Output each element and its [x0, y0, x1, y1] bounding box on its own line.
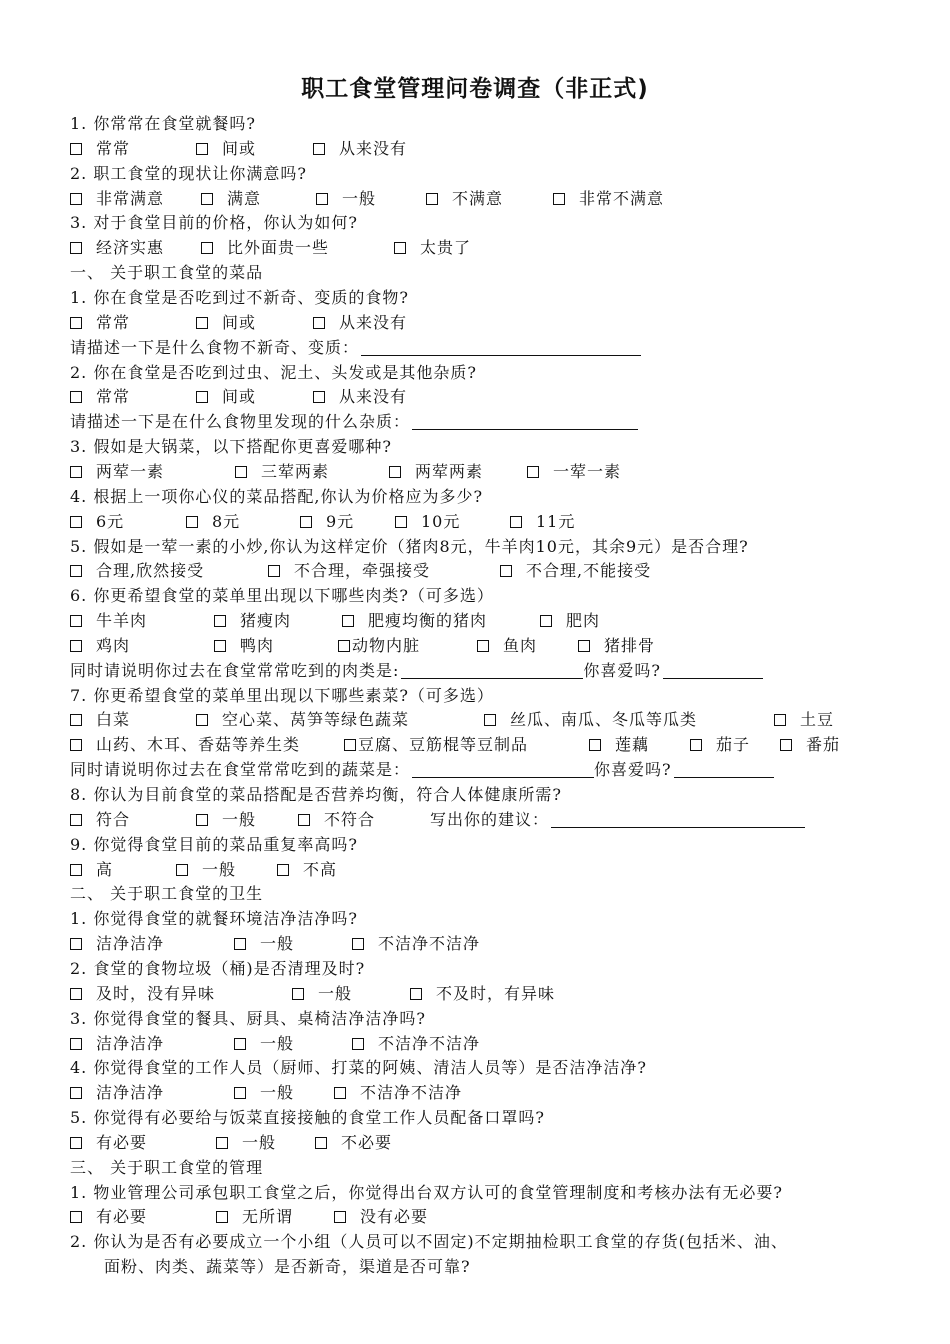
option-item[interactable]	[578, 634, 655, 658]
checkbox[interactable]	[70, 516, 82, 528]
option-label: 及时，没有异味	[96, 983, 216, 1003]
checkbox[interactable]	[313, 317, 325, 329]
option-label: 高	[96, 859, 114, 879]
option-item[interactable]	[292, 982, 352, 1006]
checkbox[interactable]	[176, 864, 188, 876]
option-item[interactable]	[70, 932, 164, 956]
checkbox[interactable]	[214, 615, 226, 627]
option-item[interactable]	[70, 1032, 164, 1056]
answer-blank[interactable]	[412, 760, 594, 778]
question-line	[70, 1007, 890, 1031]
option-item[interactable]	[313, 137, 407, 161]
option-item[interactable]	[510, 510, 575, 534]
option-item[interactable]	[298, 808, 375, 832]
option-label: 洁净洁净	[96, 1083, 165, 1103]
question-line	[70, 435, 890, 459]
question-line	[70, 1106, 890, 1130]
question-line	[70, 833, 890, 857]
option-label: 间或	[222, 138, 257, 158]
option-item[interactable]	[70, 1205, 147, 1229]
option-item[interactable]	[70, 733, 300, 757]
option-label: 猪排骨	[604, 635, 656, 655]
question-text: 1. 你在食堂是否吃到过不新奇、变质的食物?	[70, 288, 409, 307]
checkbox[interactable]	[70, 640, 82, 652]
followup-label-2: 你喜爱吗?	[594, 760, 672, 780]
question-text: 4. 根据上一项你心仪的菜品搭配,你认为价格应为多少?	[70, 486, 484, 506]
option-label: 太贵了	[420, 238, 472, 258]
checkbox[interactable]	[774, 714, 786, 726]
option-label: 间或	[222, 387, 257, 407]
followup-label: 请描述一下是什么食物不新奇、变质：	[70, 337, 360, 357]
question-text: 4. 你觉得食堂的工作人员（厨师、打菜的阿姨、清洁人员等）是否洁净洁净?	[70, 1058, 647, 1078]
followup-label-2: 你喜爱吗?	[583, 660, 661, 680]
option-item[interactable]	[201, 236, 329, 260]
checkbox[interactable]	[315, 1137, 327, 1149]
checkbox[interactable]	[484, 714, 496, 726]
option-label: 不高	[303, 859, 338, 879]
section-heading	[70, 882, 890, 906]
option-item[interactable]	[70, 808, 130, 832]
checkbox[interactable]	[70, 615, 82, 627]
option-item[interactable]	[780, 733, 840, 757]
question-line	[104, 1255, 890, 1279]
checkbox[interactable]	[316, 193, 328, 205]
option-item[interactable]	[334, 1081, 462, 1105]
option-item[interactable]	[334, 1205, 428, 1229]
option-item[interactable]	[70, 858, 113, 882]
checkbox[interactable]	[196, 714, 208, 726]
suggestion-prompt	[430, 808, 805, 832]
option-label: 两荤两素	[415, 461, 484, 481]
option-label: 三荤两素	[261, 461, 330, 481]
option-label: 白菜	[96, 710, 131, 730]
option-item[interactable]	[690, 733, 750, 757]
checkbox[interactable]	[70, 565, 82, 577]
checkbox[interactable]	[477, 640, 489, 652]
option-label: 11元	[536, 511, 576, 531]
option-label: 肥肉	[566, 611, 601, 630]
question-line	[70, 1230, 890, 1254]
option-item[interactable]	[70, 137, 130, 161]
followup-line	[70, 410, 890, 434]
option-item[interactable]	[300, 510, 354, 534]
option-row	[70, 1205, 890, 1229]
checkbox[interactable]	[196, 143, 208, 155]
checkbox[interactable]	[196, 391, 208, 403]
option-label: 一般	[318, 983, 353, 1003]
question-text: 2. 食堂的食物垃圾（桶)是否清理及时?	[70, 958, 366, 978]
option-label: 山药、木耳、香菇等养生类	[96, 735, 301, 755]
section-heading-text: 三、 关于职工食堂的管理	[70, 1157, 264, 1177]
question-text: 1. 你常常在食堂就餐吗?	[70, 114, 256, 133]
option-label: 鱼肉	[503, 635, 538, 655]
checkbox[interactable]	[70, 391, 82, 403]
question-line	[70, 584, 890, 608]
option-item[interactable]	[234, 1081, 294, 1105]
checkbox[interactable]	[690, 739, 702, 751]
option-label: 非常满意	[96, 188, 165, 208]
option-label: 不满意	[452, 188, 504, 208]
checkbox[interactable]	[292, 988, 304, 1000]
option-row	[70, 137, 890, 161]
checkbox[interactable]	[553, 193, 565, 205]
checkbox[interactable]	[300, 516, 312, 528]
page-title: 职工食堂管理问卷调查（非正式)	[301, 76, 649, 102]
option-item[interactable]	[70, 708, 130, 732]
checkbox[interactable]	[201, 242, 213, 254]
checkbox[interactable]	[277, 864, 289, 876]
option-item[interactable]	[338, 634, 420, 658]
question-line	[70, 485, 890, 509]
option-item[interactable]	[70, 311, 130, 335]
option-item[interactable]	[477, 634, 537, 658]
checkbox[interactable]	[780, 739, 792, 751]
question-text: 1. 你觉得食堂的就餐环境洁净洁净吗?	[70, 909, 358, 929]
option-label: 不合理,不能接受	[526, 561, 652, 581]
followup-label: 请描述一下是在什么食物里发现的什么杂质：	[70, 412, 411, 432]
section-heading-text: 一、 关于职工食堂的菜品	[70, 263, 264, 283]
option-row	[70, 932, 890, 956]
question-text: 6. 你更希望食堂的菜单里出现以下哪些肉类?（可多选）	[70, 586, 494, 606]
checkbox[interactable]	[334, 1087, 346, 1099]
option-item[interactable]	[426, 187, 503, 211]
checkbox[interactable]	[216, 1211, 228, 1223]
option-label: 间或	[222, 312, 257, 332]
question-line	[70, 907, 890, 931]
option-label: 空心菜、莴笋等绿色蔬菜	[222, 710, 410, 730]
option-item[interactable]	[70, 1131, 147, 1155]
checkbox[interactable]	[338, 640, 350, 652]
option-item[interactable]	[342, 609, 487, 633]
option-item[interactable]	[316, 187, 376, 211]
checkbox[interactable]	[70, 317, 82, 329]
checkbox[interactable]	[70, 1087, 82, 1099]
option-label: 从来没有	[339, 138, 408, 158]
option-row	[70, 559, 890, 583]
checkbox[interactable]	[394, 242, 406, 254]
checkbox[interactable]	[298, 814, 310, 826]
option-label: 常常	[96, 387, 131, 407]
answer-blank[interactable]	[412, 412, 638, 430]
checkbox[interactable]	[70, 988, 82, 1000]
option-item[interactable]	[201, 187, 261, 211]
checkbox[interactable]	[426, 193, 438, 205]
answer-blank[interactable]	[674, 760, 774, 778]
option-row	[70, 460, 890, 484]
checkbox[interactable]	[268, 565, 280, 577]
checkbox[interactable]	[234, 938, 246, 950]
option-label: 洁净洁净	[96, 934, 165, 954]
option-label: 肥瘦均衡的猪肉	[368, 611, 488, 630]
option-item[interactable]	[214, 634, 274, 658]
checkbox[interactable]	[70, 864, 82, 876]
option-item[interactable]	[186, 510, 240, 534]
option-row	[70, 982, 890, 1006]
option-item[interactable]	[527, 460, 621, 484]
checkbox[interactable]	[527, 466, 539, 478]
option-item[interactable]	[70, 634, 130, 658]
followup-line	[70, 659, 890, 683]
question-line	[70, 957, 890, 981]
option-label: 经济实惠	[96, 238, 165, 258]
question-text: 3. 假如是大锅菜，以下搭配你更喜爱哪种?	[70, 437, 392, 457]
section-heading	[70, 1156, 890, 1180]
option-label: 不符合	[324, 809, 376, 829]
checkbox[interactable]	[313, 143, 325, 155]
option-label: 合理,欣然接受	[96, 561, 205, 581]
option-item[interactable]	[395, 510, 460, 534]
option-label: 无所谓	[242, 1207, 294, 1227]
option-item[interactable]	[70, 559, 204, 583]
option-label: 动物内脏	[352, 635, 421, 655]
option-item[interactable]	[196, 385, 256, 409]
checkbox[interactable]	[196, 317, 208, 329]
checkbox[interactable]	[196, 814, 208, 826]
option-label: 茄子	[716, 735, 751, 755]
checkbox[interactable]	[70, 1038, 82, 1050]
option-row	[70, 1081, 890, 1105]
option-item[interactable]	[389, 460, 483, 484]
option-item[interactable]	[214, 609, 291, 633]
question-text: 7. 你更希望食堂的菜单里出现以下哪些素菜?（可多选）	[70, 685, 494, 705]
option-item[interactable]	[70, 1081, 164, 1105]
question-line	[70, 684, 890, 708]
question-line	[70, 361, 890, 385]
option-label: 猪瘦肉	[240, 611, 292, 630]
option-item[interactable]	[216, 1205, 293, 1229]
option-label: 没有必要	[360, 1207, 429, 1227]
checkbox[interactable]	[235, 466, 247, 478]
option-label: 9元	[326, 511, 355, 531]
question-text: 2. 职工食堂的现状让你满意吗?	[70, 163, 307, 183]
checkbox[interactable]	[410, 988, 422, 1000]
option-item[interactable]	[234, 932, 294, 956]
checkbox[interactable]	[313, 391, 325, 403]
option-item[interactable]	[70, 385, 130, 409]
followup-line	[70, 336, 890, 360]
option-label: 不必要	[341, 1132, 393, 1152]
option-label: 有必要	[96, 1207, 148, 1227]
option-label: 鸭肉	[240, 635, 275, 655]
option-row	[70, 609, 890, 633]
checkbox[interactable]	[334, 1211, 346, 1223]
option-label: 一般	[242, 1132, 277, 1152]
option-label: 一般	[342, 188, 377, 208]
option-label: 一荤一素	[553, 461, 622, 481]
checkbox[interactable]	[70, 242, 82, 254]
checkbox[interactable]	[70, 714, 82, 726]
checkbox[interactable]	[234, 1038, 246, 1050]
option-row	[70, 385, 890, 409]
option-label: 两荤一素	[96, 461, 165, 481]
question-text: 9. 你觉得食堂目前的菜品重复率高吗?	[70, 834, 358, 854]
option-item[interactable]	[352, 1032, 480, 1056]
checkbox[interactable]	[234, 1087, 246, 1099]
checkbox[interactable]	[540, 615, 552, 627]
option-label: 从来没有	[339, 312, 408, 332]
question-text: 3. 对于食堂目前的价格，你认为如何?	[70, 213, 358, 233]
question-text: 面粉、肉类、蔬菜等）是否新奇，渠道是否可靠?	[104, 1257, 471, 1277]
option-label: 常常	[96, 312, 131, 332]
option-label: 一般	[260, 1083, 295, 1103]
checkbox[interactable]	[352, 1038, 364, 1050]
question-line	[70, 286, 890, 310]
option-item[interactable]	[277, 858, 337, 882]
checkbox[interactable]	[70, 193, 82, 205]
option-row	[70, 634, 890, 658]
followup-line	[70, 758, 890, 782]
option-label: 有必要	[96, 1132, 148, 1152]
option-label: 比外面贵一些	[227, 238, 330, 258]
option-row	[70, 187, 890, 211]
section-heading	[70, 261, 890, 285]
followup-label: 同时请说明你过去在食堂常常吃到的肉类是:	[70, 660, 400, 680]
option-item[interactable]	[216, 1131, 276, 1155]
option-label: 不合理，牵强接受	[294, 561, 431, 581]
question-text: 3. 你觉得食堂的餐具、厨具、桌椅洁净洁净吗?	[70, 1008, 426, 1028]
checkbox[interactable]	[70, 814, 82, 826]
option-label: 一般	[222, 809, 257, 829]
checkbox[interactable]	[186, 516, 198, 528]
option-label: 牛羊肉	[96, 611, 148, 630]
option-row	[70, 708, 890, 732]
checkbox[interactable]	[201, 193, 213, 205]
option-item[interactable]	[352, 932, 480, 956]
option-item[interactable]	[313, 311, 407, 335]
question-text: 1. 物业管理公司承包职工食堂之后，你觉得出台双方认可的食堂管理制度和考核办法有无必要?	[70, 1182, 783, 1202]
option-row	[70, 510, 890, 534]
option-item[interactable]	[540, 609, 600, 633]
option-label: 莲藕	[615, 735, 650, 755]
checkbox[interactable]	[389, 466, 401, 478]
checkbox[interactable]	[70, 1211, 82, 1223]
option-row	[70, 311, 890, 335]
option-label: 一般	[260, 934, 295, 954]
option-row	[70, 733, 890, 757]
followup-label: 同时请说明你过去在食堂常常吃到的蔬菜是：	[70, 760, 411, 780]
option-item[interactable]	[196, 137, 256, 161]
option-item[interactable]	[70, 187, 164, 211]
option-label: 8元	[212, 511, 241, 531]
option-item[interactable]	[196, 808, 256, 832]
checkbox[interactable]	[70, 466, 82, 478]
answer-blank[interactable]	[663, 661, 763, 679]
question-line	[70, 783, 890, 807]
option-row	[70, 1032, 890, 1056]
option-label: 鸡肉	[96, 635, 131, 655]
question-line	[70, 112, 890, 136]
question-text: 8. 你认为目前食堂的菜品搭配是否营养均衡，符合人体健康所需?	[70, 785, 562, 804]
checkbox[interactable]	[70, 1137, 82, 1149]
option-item[interactable]	[500, 559, 651, 583]
option-item[interactable]	[196, 311, 256, 335]
question-text: 2. 你认为是否有必要成立一个小组（人员可以不固定)不定期抽检职工食堂的存货(包括米、油、	[70, 1232, 788, 1252]
question-line	[70, 162, 890, 186]
option-item[interactable]	[70, 236, 164, 260]
option-row	[70, 1131, 890, 1155]
option-label: 丝瓜、南瓜、冬瓜等瓜类	[510, 710, 698, 730]
checkbox[interactable]	[70, 739, 82, 751]
question-line	[70, 1181, 890, 1205]
option-item[interactable]	[70, 510, 124, 534]
option-item[interactable]	[313, 385, 407, 409]
option-label: 番茄	[806, 735, 841, 755]
option-item[interactable]	[235, 460, 329, 484]
option-item[interactable]	[315, 1131, 392, 1155]
option-label: 洁净洁净	[96, 1033, 165, 1053]
answer-blank[interactable]	[361, 338, 641, 356]
checkbox[interactable]	[395, 516, 407, 528]
option-label: 不洁净不洁净	[378, 934, 481, 954]
checkbox[interactable]	[510, 516, 522, 528]
option-item[interactable]	[484, 708, 697, 732]
option-label: 不洁净不洁净	[378, 1033, 481, 1053]
checkbox[interactable]	[216, 1137, 228, 1149]
question-text: 5. 你觉得有必要给与饭菜直接接触的食堂工作人员配备口罩吗?	[70, 1108, 545, 1127]
checkbox[interactable]	[500, 565, 512, 577]
option-label: 6元	[96, 511, 125, 531]
checkbox[interactable]	[214, 640, 226, 652]
option-label: 常常	[96, 138, 131, 158]
question-line	[70, 535, 890, 559]
option-item[interactable]	[553, 187, 664, 211]
option-row	[70, 236, 890, 260]
option-label: 豆腐、豆筋棍等豆制品	[358, 735, 529, 755]
section-heading-text: 二、 关于职工食堂的卫生	[70, 884, 264, 904]
question-text: 2. 你在食堂是否吃到过虫、泥土、头发或是其他杂质?	[70, 362, 477, 382]
option-item[interactable]	[394, 236, 471, 260]
option-item[interactable]	[176, 858, 236, 882]
option-item[interactable]	[70, 982, 215, 1006]
option-label: 10元	[421, 511, 461, 531]
checkbox[interactable]	[344, 739, 356, 751]
checkbox[interactable]	[70, 143, 82, 155]
option-label: 满意	[227, 188, 262, 208]
question-line	[70, 1056, 890, 1080]
option-item[interactable]	[410, 982, 555, 1006]
question-line	[70, 211, 890, 235]
option-label: 土豆	[800, 710, 835, 730]
option-label: 非常不满意	[579, 188, 665, 208]
option-item[interactable]	[774, 708, 834, 732]
option-item[interactable]	[70, 460, 164, 484]
checkbox[interactable]	[70, 938, 82, 950]
option-label: 符合	[96, 809, 131, 829]
option-item[interactable]	[268, 559, 430, 583]
question-text: 5. 假如是一荤一素的小炒,你认为这样定价（猪肉8元，牛羊肉10元，其余9元）是否合理?	[70, 536, 749, 556]
answer-blank[interactable]	[401, 661, 583, 679]
option-row	[70, 808, 890, 832]
option-item[interactable]	[344, 733, 528, 757]
option-row	[70, 858, 890, 882]
answer-blank[interactable]	[551, 810, 805, 828]
checkbox[interactable]	[589, 739, 601, 751]
option-item[interactable]	[234, 1032, 294, 1056]
option-item[interactable]	[589, 733, 649, 757]
option-item[interactable]	[196, 708, 409, 732]
option-label: 从来没有	[339, 387, 408, 407]
option-label: 不洁净不洁净	[360, 1083, 463, 1103]
suggestion-label: 写出你的建议：	[430, 809, 550, 829]
option-label: 一般	[260, 1033, 295, 1053]
option-label: 一般	[202, 859, 237, 879]
checkbox[interactable]	[342, 615, 354, 627]
checkbox[interactable]	[578, 640, 590, 652]
option-label: 不及时，有异味	[436, 983, 556, 1003]
checkbox[interactable]	[352, 938, 364, 950]
option-item[interactable]	[70, 609, 147, 633]
